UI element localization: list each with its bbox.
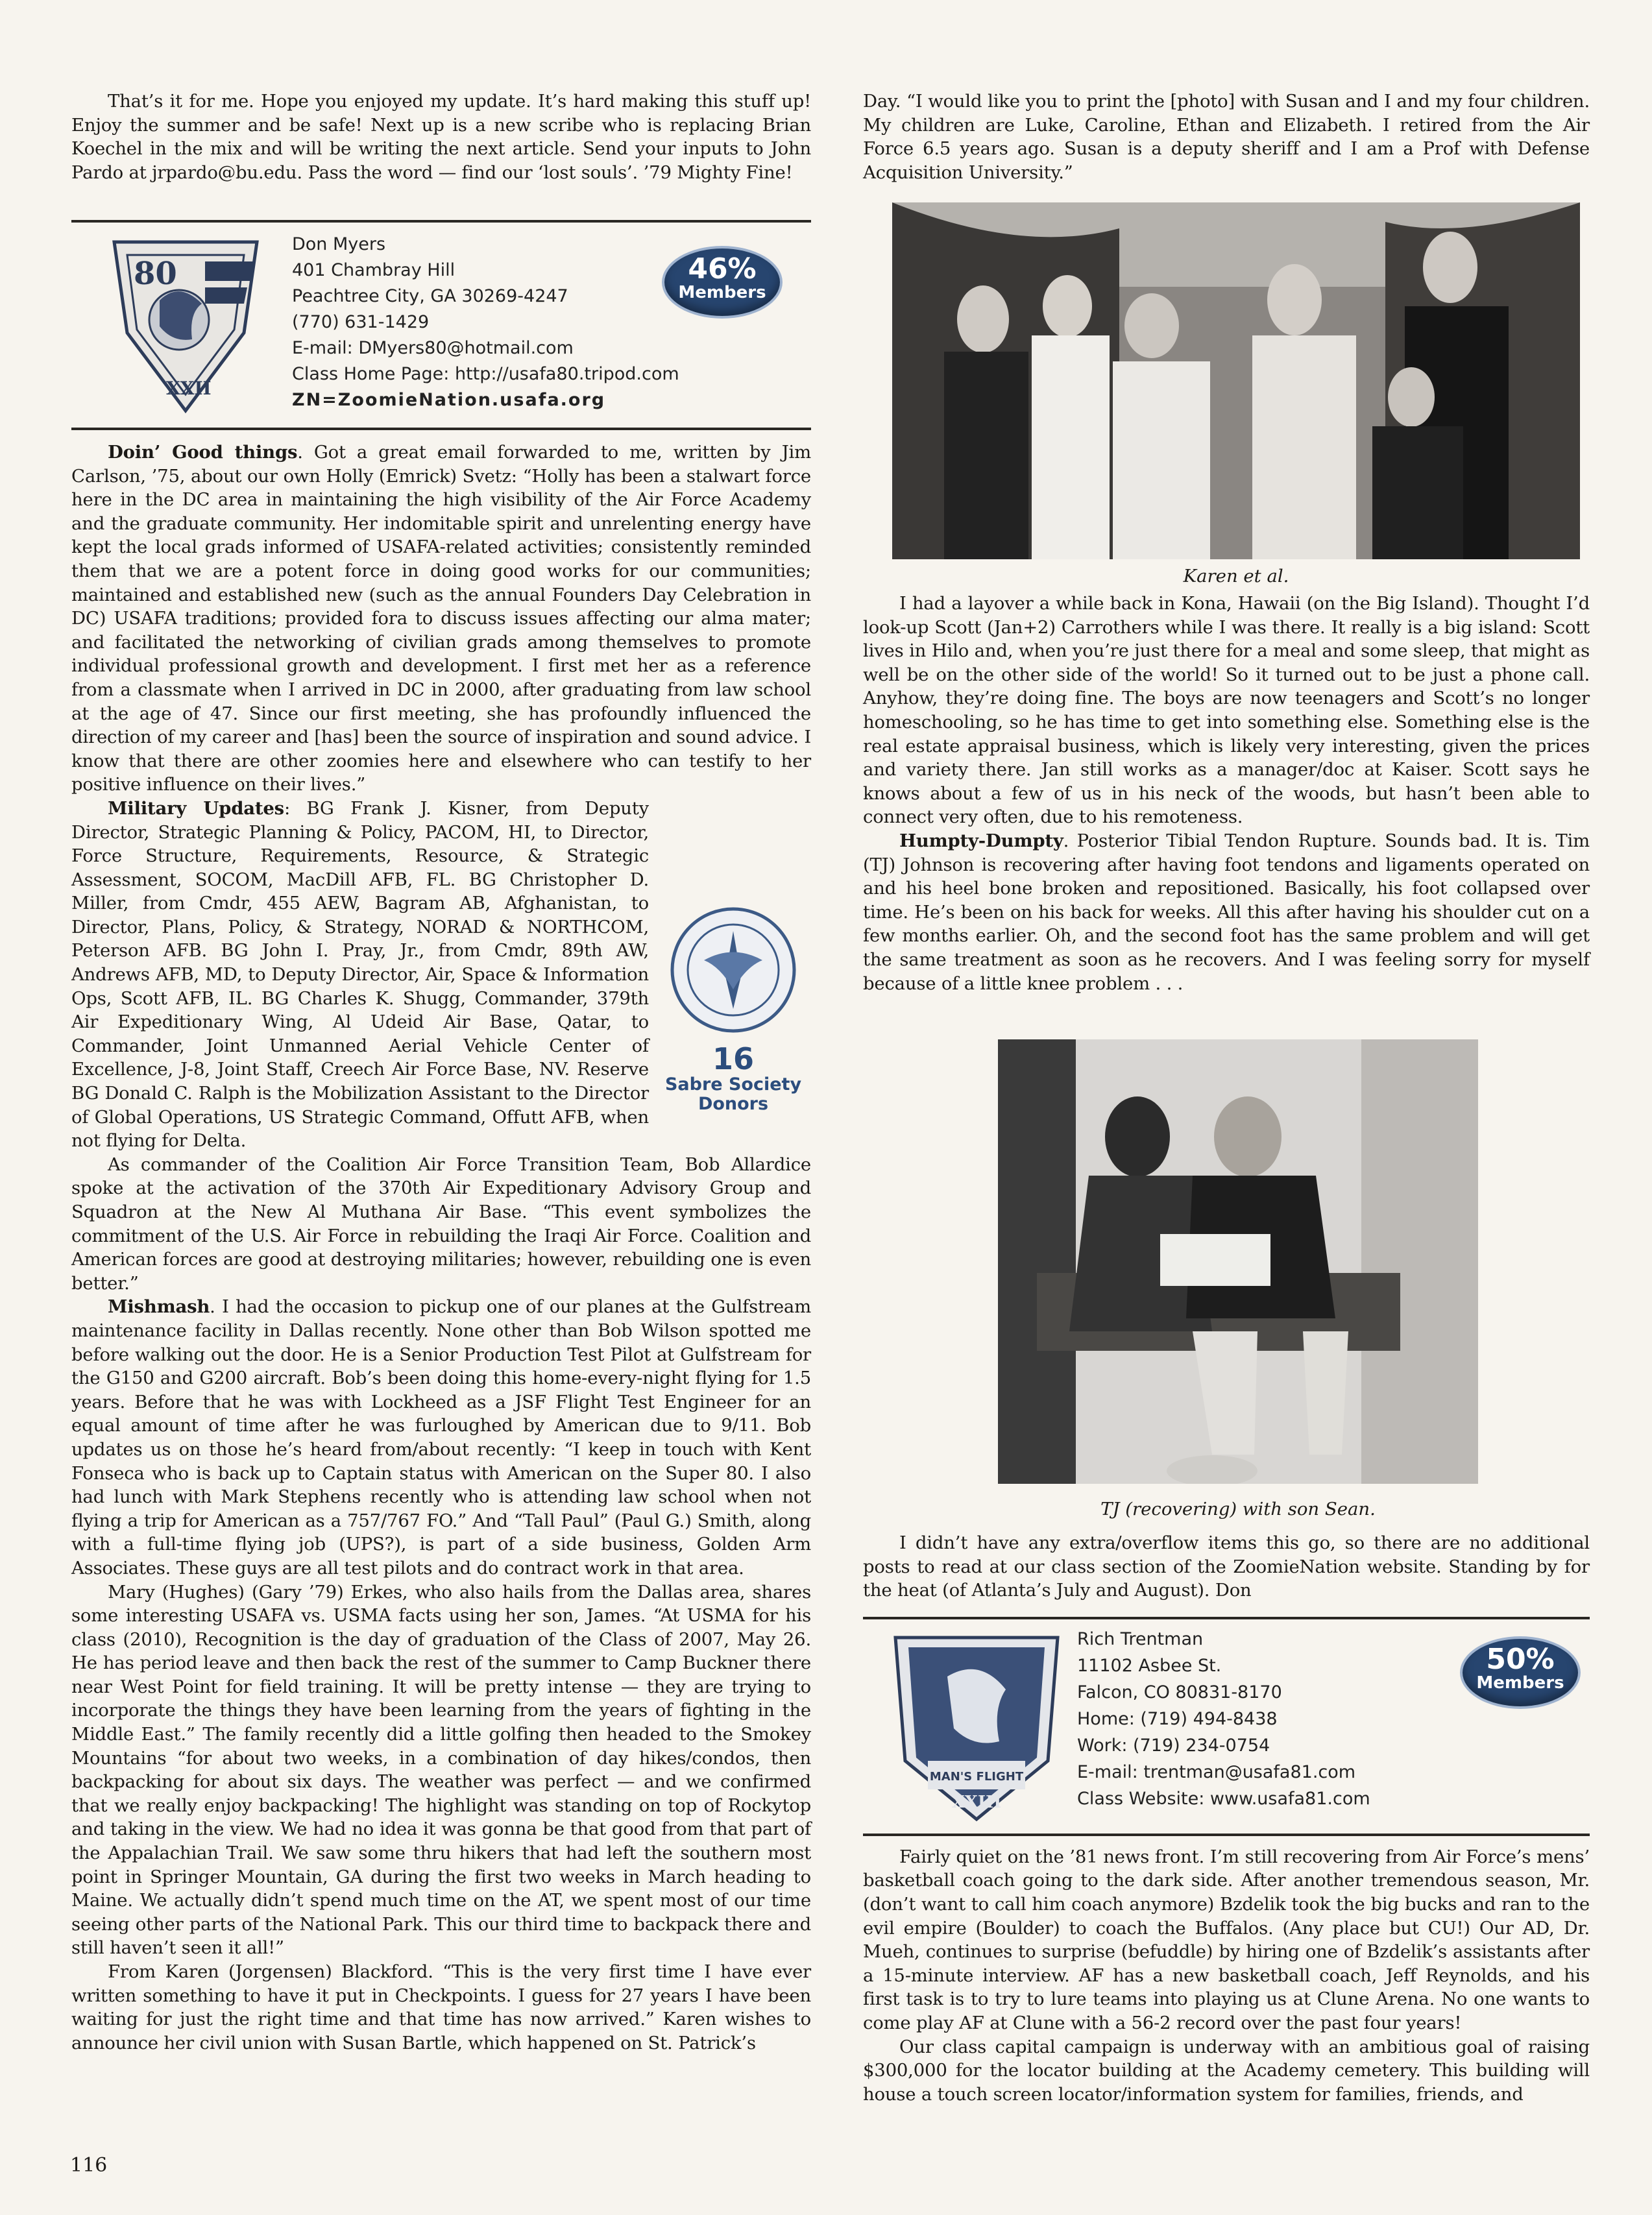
page-number: 116 [70,2154,108,2177]
class-website-link[interactable]: Class Website: www.usafa81.com [1077,1788,1370,1809]
contact-name: Rich Trentman [1077,1628,1204,1649]
karen-continued-paragraph: Day. “I would like you to print the [photo] with Susan and I and my four children. My children are Luke, Caroline, Ethan and Elizabeth. I retired from the Air Force 6.5 years ago. Susan is a deputy sheriff and I am a Prof with Defense Acquisition University.” [863,91,1590,183]
members-percent: 50% [1486,1642,1555,1676]
karen-family-photo [892,202,1580,559]
right-column-lower [863,1531,1590,2106]
class-80-crest-logo [108,236,263,417]
allardice-paragraph: As commander of the Coalition Air Force Transition Team, Bob Allardice spoke at the activation of the 370th Air Expeditionary Advisory Group and Squadron at the New Al Muthana Air Base. “This event symbolizes the commitment of the U.S. Air Force in rebuilding the Iraqi Air Force. Coalition and American forces are good at destroying militaries; however, rebuilding one is even better.” [71,1154,811,1294]
members-label: Members [1476,1673,1564,1693]
contact-email[interactable]: E-mail: DMyers80@hotmail.com [292,338,574,358]
section-divider [863,1834,1590,1836]
contact-name: Don Myers [292,234,386,254]
members-badge [1460,1636,1581,1709]
svg-text:XXII: XXII [166,378,212,399]
members-label: Members [678,283,766,302]
doin-good-things-paragraph [71,441,811,797]
karen-photo-caption: Karen et al. [1183,566,1289,587]
carrothers-paragraph: I had a layover a while back in Kona, Hawaii (on the Big Island). Thought I’d look-up Scott (Jan+2) Carrothers while I was there. It really is a big island: Scott lives in Hilo and, when you’re just there for a meal and some sleep, that might as well be on the other side of the world! So it turned out to be just a phone call. Anyhow, they’re doing fine. The boys are now teenagers and Scott’s no longer homeschooling, so he has time to get into something else. Something else is the real estate appraisal business, which is likely very interesting, given the prices and variety there. Jan still works as a manager/doc at Kaiser. Scott says he knows about a few of us in his neck of the woods, but hasn’t been able to connect very often, due to his remoteness. [863,593,1590,828]
military-updates-heading: Military Updates [108,797,284,819]
blackford-paragraph: From Karen (Jorgensen) Blackford. “This is the very first time I have ever written something to have it put in Checkpoints. I guess for 27 years I have been waiting for just the right time and that time has now arrived.” Karen wishes to announce her civil union with Susan Bartle, which happened on St. Patrick’s [71,1961,811,2053]
tj-photo-caption: TJ (recovering) with son Sean. [1100,1499,1376,1519]
right-column [863,90,1590,184]
sabre-label-line2: Donors [698,1094,769,1114]
doin-good-things-text: . Got a great email forwarded to me, written by Jim Carlson, ’75, about our own Holly (Emrick) Svetz: “Holly has been a stalwart force here in the DC area in maintaining the high visibility of the Air Force Academy and the graduate community. Her indomitable spirit and unrelenting energy have kept the local grads informed of USAFA-related activities; consistently reminded them that we are a potent force in doing good works for our communities; maintained and established new (such as the annual Founders Day Celebration in DC) USAFA traditions; provided fora to discuss issues affecting our alma mater; and facilitated the networking of civilian grads among themselves to promote individual professional growth and development. I first met her as a reference from a classmate when I arrived in DC in 2000, after graduating from law school at the age of 47. Since our first meeting, she has profoundly influenced the direction of my career and [has] been the source of inspiration and sound advice. I know that there are other zoomies here and elsewhere who can testify to her positive influence on their lives.” [71,442,812,795]
humpty-dumpty-paragraph [863,829,1590,995]
contact-work-phone: Work: (719) 234-0754 [1077,1735,1270,1756]
contact-info-81 [1077,1626,1370,1812]
class-81-crest-logo [889,1631,1064,1826]
contact-street: 11102 Asbee St. [1077,1655,1222,1676]
tj-and-sean-photo [998,1039,1478,1484]
contact-email[interactable]: E-mail: trentman@usafa81.com [1077,1761,1356,1782]
sabre-donor-count: 16 [712,1041,754,1076]
bzdelik-paragraph: Fairly quiet on the ’81 news front. I’m still recovering from Air Force’s mens’ basketball coach going to the dark side. After another tremendous season, Mr. (don’t want to call him coach anymore) Bzdelik took the big bucks and ran to the evil empire (Boulder) to coach the Buffalos. (Any place but CU!) Our AD, Dr. Mueh, continues to surprise (befuddle) by hiring one of Bzdelik’s assistants after a 15-minute interview. AF has a new basketball coach, Jeff Reynolds, and his first task is to try to lure teams into playing us at Clune Arena. No one wants to come play AF at Clune with a 56-2 record over the past four years! [863,1846,1590,2033]
contact-street: 401 Chambray Hill [292,260,456,280]
family-photo-image [892,202,1580,559]
humpty-dumpty-text: . Posterior Tibial Tendon Rupture. Sounds bad. It is. Tim (TJ) Johnson is recovering after having foot tendons and ligaments operated on and his heel bone broken and repositioned. Basically, his foot collapsed over time. He’s been on his back for weeks. All this after having his shoulder cut on a few months earlier. Oh, and the second foot has the same problem and will get the same treatment as soon as he recovers. And I was feeling sorry for myself because of a little knee problem . . . [863,830,1590,994]
mishmash-paragraph [71,1295,811,1580]
tj-photo-image [998,1039,1478,1484]
class-80-contact-box [71,223,811,428]
mishmash-heading: Mishmash [108,1296,210,1318]
sabre-society-box [655,905,811,1119]
zoomienation-link[interactable]: ZN=ZoomieNation.usafa.org [292,390,606,410]
contact-info [292,232,679,413]
members-badge [662,246,783,319]
overflow-paragraph: I didn’t have any extra/overflow items this go, so there are no additional posts to read at our class section of the ZoomieNation website. Standing by for the heat (of Atlanta’s July and August). Don [863,1532,1590,1601]
intro-paragraph: That’s it for me. Hope you enjoyed my update. It’s hard making this stuff up! Enjoy the summer and be safe! Next up is a new scribe who is replacing Brian Koechel in the mix and will be writing the next article. Send your inputs to John Pardo at jrpardo@bu.edu. Pass the word — find our ‘lost souls’. ’79 Mighty Fine! [71,91,811,183]
contact-homepage[interactable]: Class Home Page: http://usafa80.tripod.com [292,364,679,384]
contact-home-phone: Home: (719) 494-8438 [1077,1708,1278,1729]
military-updates-text: : BG Frank J. Kisner, from Deputy Director, Strategic Planning & Policy, PACOM, HI, to Director, Force Structure, Requirements, Resource, & Strategic Assessment, SOCOM, MacDill AFB, FL. BG Christopher D. Miller, from Cmdr, 455 AEW, Bagram AB, Afghanistan, to Director, Plans, Policy, & Strategy, NORAD & NORTHCOM, Peterson AFB. BG John I. Pray, Jr., from Cmdr, 89th AW, Andrews AFB, MD, to Deputy Director, Air, Space & Information Ops, Scott AFB, IL. BG Charles K. Shugg, Commander, 379th Air Expeditionary Wing, Al Udeid Air Base, Qatar, to Commander, Joint Unmanned Aerial Vehicle Center of Excellence, J-8, Joint Staff, Creech Air Force Base, NV. Reserve BG Donald C. Ralph is the Mobilization Assistant to the Director of Global Operations, US Strategic Command, Offutt AFB, when not flying for Delta. [71,797,649,1152]
members-percent: 46% [688,252,757,285]
svg-text:XXIII: XXIII [951,1792,1002,1812]
sabre-label-line1: Sabre Society [664,1074,802,1095]
capital-campaign-paragraph: Our class capital campaign is underway with an ambitious goal of raising $300,000 for the locator building at the Academy cemetery. This building will house a touch screen locator/information system for families, friends, and [863,2036,1590,2105]
contact-phone: (770) 631-1429 [292,312,430,332]
doin-good-things-heading: Doin’ Good things [108,442,298,463]
erkes-paragraph: Mary (Hughes) (Gary ’79) Erkes, who also hails from the Dallas area, shares some interesting USAFA vs. USMA facts using her son, James. “At USMA for his class (2010), Recognition is the day of graduation of the Class of 2007, May 26. He has period leave and then back the rest of the summer to Camp Buckner there near West Point for field training. It will be pretty intense — they are trying to incorporate the things they have been learning from the years of fighting in the Middle East.” The family recently did a little golfing then headed to the Smokey Mountains “for about two weeks, in a combination of day hikes/condos, then backpacking for about six days. The weather was perfect — and we confirmed that we really enjoy backpacking! The highlight was standing on top of Rockytop and taking in the view. We had no idea it was gonna be that good from that part of the Appalachian Trail. We saw some thru hikers that had left the southern most point in Springer Mountain, GA during the first two weeks in March heading to Maine. We actually didn’t spend much time on the AT, we spent most of our time seeing other parts of the National Park. This our third time to backpack there and still haven’t seen it all!” [71,1581,811,1959]
svg-text:MAN'S FLIGHT: MAN'S FLIGHT [929,1769,1024,1784]
class-81-contact-box [863,1619,1590,1834]
humpty-dumpty-heading: Humpty-Dumpty [899,830,1063,851]
contact-city: Peachtree City, GA 30269-4247 [292,286,568,306]
left-article-body [71,441,811,2055]
mishmash-text: . I had the occasion to pickup one of our planes at the Gulfstream maintenance facility in Dallas recently. None other than Bob Wilson spotted me before walking out the door. He is a Senior Production Test Pilot at Gulfstream for the G150 and G200 aircraft. Bob’s been doing this home-every-night flying for 1.5 years. Before that he was with Lockheed as a JSF Flight Test Engineer for an equal amount of time after he was furloughed by American due to 9/11. Bob updates us on those he’s heard from/about recently: “I keep in touch with Kent Fonseca who is back up to Captain status with American on the Super 80. I also had lunch with Mark Stephens recently who is attending law school when not flying a trip for American as a 757/767 FO.” And “Tall Paul” (Paul G.) Smith, along with a full-time flying job (UPS?), is part of a side business, Golden Arm Associates. These guys are all test pilots and do contract work in that area. [71,1296,811,1579]
right-column-middle [863,592,1590,995]
svg-text:80: 80 [134,256,177,292]
contact-city: Falcon, CO 80831-8170 [1077,1682,1282,1702]
sabre-society-seal-logo [668,905,798,1035]
class-81-article-body [863,1845,1590,2107]
section-divider [71,428,811,430]
